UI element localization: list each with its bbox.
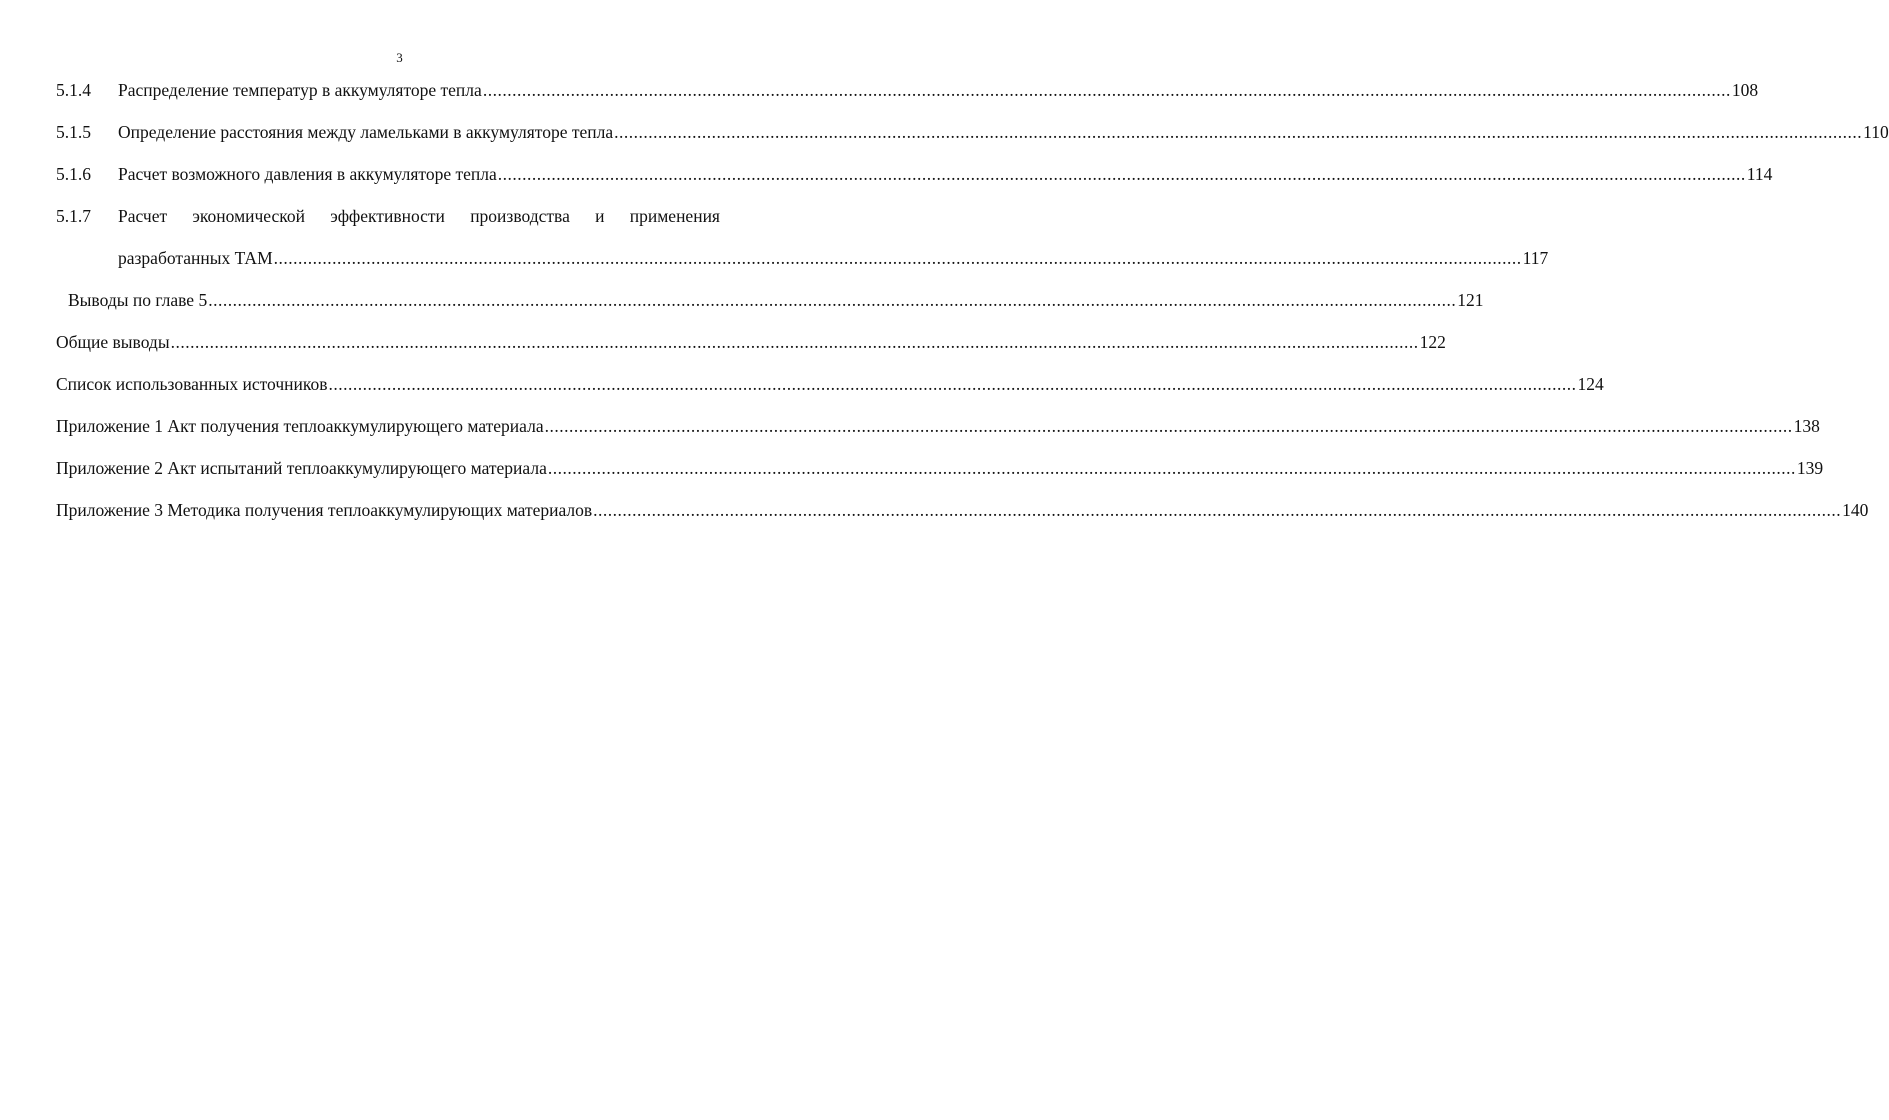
toc-entry-chapter-summary <box>56 286 1484 328</box>
toc-entry-title: Расчет возможного давления в аккумуляторе тепла <box>118 164 497 184</box>
toc-entry-page: 124 <box>1577 374 1604 394</box>
toc-entry-page: 122 <box>1419 332 1446 352</box>
dot-leader <box>274 244 1522 272</box>
dot-leader <box>329 370 1577 398</box>
toc-entry-page: 140 <box>1842 500 1869 520</box>
table-of-contents <box>56 76 1889 538</box>
toc-entry-title: Определение расстояния между ламельками в аккумуляторе тепла <box>118 122 614 142</box>
toc-entry-title: Приложение 3 Методика получения теплоаккумулирующих материалов <box>56 500 593 520</box>
toc-entry-5-1-7-continuation <box>56 244 1549 286</box>
dot-leader <box>208 286 1456 314</box>
toc-entry-title: Список использованных источников <box>56 374 328 394</box>
toc-entry-title: Распределение температур в аккумуляторе тепла <box>118 80 482 100</box>
toc-entry-title-line1 <box>118 202 720 244</box>
toc-entry-page: 138 <box>1793 416 1820 436</box>
toc-entry-page: 121 <box>1457 290 1484 310</box>
toc-entry-number: 5.1.7 <box>56 206 91 226</box>
dot-leader <box>498 160 1746 188</box>
title-word: применения <box>629 206 720 226</box>
toc-entry-title-line2: разработанных ТАМ <box>118 248 273 268</box>
title-word: Расчет <box>118 206 168 226</box>
toc-entry-5-1-6 <box>56 160 1773 202</box>
toc-entry-5-1-5 <box>56 118 1889 160</box>
toc-entry-number: 5.1.5 <box>56 122 91 142</box>
toc-entry-title: Выводы по главе 5 <box>68 290 208 310</box>
toc-entry-page: 110 <box>1863 122 1889 142</box>
toc-entry-page: 108 <box>1731 80 1759 100</box>
toc-entry-number: 5.1.6 <box>56 164 91 184</box>
toc-entry-title: Общие выводы <box>56 332 170 352</box>
toc-entry-general-conclusions <box>56 328 1446 370</box>
dot-leader <box>614 118 1862 146</box>
title-word: эффективности <box>330 206 445 226</box>
toc-entry-page: 117 <box>1522 248 1549 268</box>
dot-leader <box>171 328 1419 356</box>
toc-entry-5-1-7 <box>56 202 720 244</box>
toc-entry-references <box>56 370 1604 412</box>
title-word: производства <box>470 206 570 226</box>
dot-leader <box>545 412 1793 440</box>
toc-entry-5-1-4 <box>56 76 1759 118</box>
toc-entry-page: 139 <box>1796 458 1824 478</box>
toc-entry-appendix-1 <box>56 412 1820 454</box>
title-word: экономической <box>192 206 306 226</box>
toc-entry-title: Приложение 1 Акт получения теплоаккумулирующего материала <box>56 416 544 436</box>
toc-entry-number: 5.1.4 <box>56 80 91 100</box>
toc-entry-page: 114 <box>1746 164 1773 184</box>
title-word: и <box>595 206 605 226</box>
toc-entry-appendix-2 <box>56 454 1824 496</box>
dot-leader <box>593 496 1841 524</box>
dot-leader <box>548 454 1796 482</box>
toc-entry-title: Приложение 2 Акт испытаний теплоаккумулирующего материала <box>56 458 547 478</box>
page-number: 3 <box>396 50 403 65</box>
toc-entry-appendix-3 <box>56 496 1869 538</box>
dot-leader <box>483 76 1731 104</box>
